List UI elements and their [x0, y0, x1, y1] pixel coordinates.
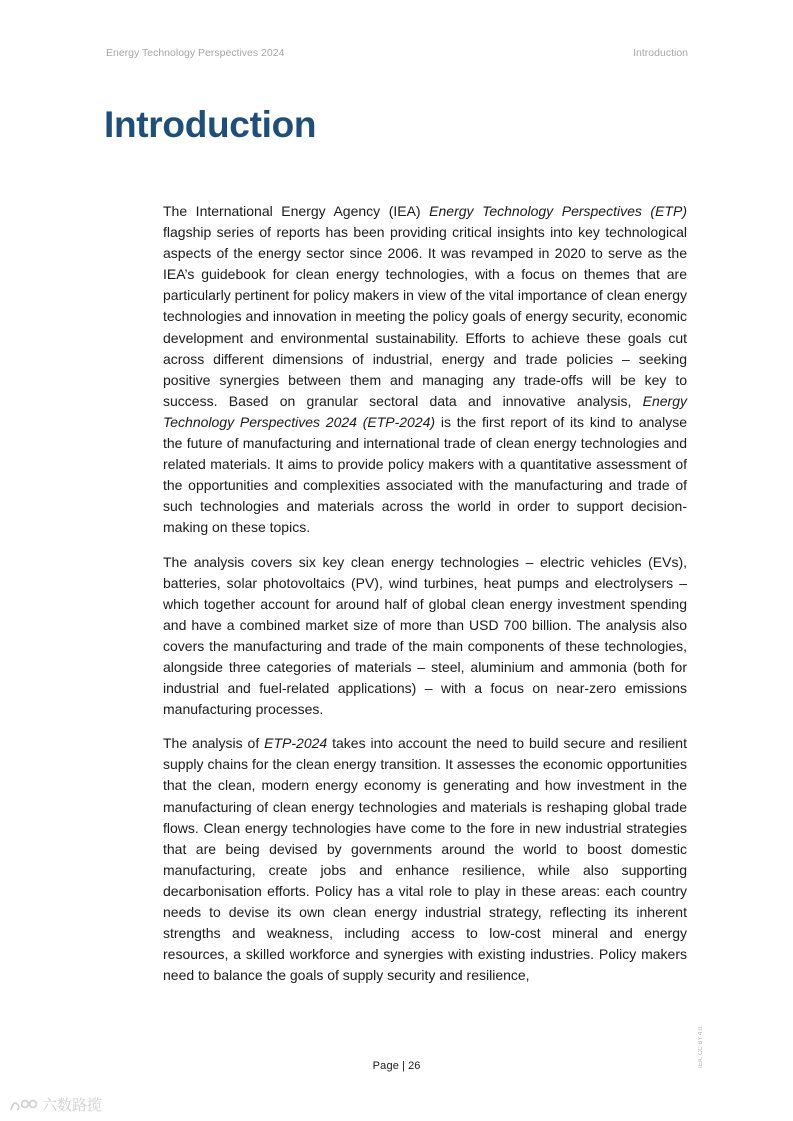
page-footer [0, 1060, 793, 1072]
paragraph-1-italic-a: Energy Technology Perspectives (ETP) [429, 203, 687, 219]
watermark-logo-icon [8, 1097, 38, 1113]
paragraph-1-text-b: flagship series of reports has been providing critical insights into key technological aspects of the energy sector since 2006. It was revamped in 2020 to serve as the IEA’s guidebook for clean energy technologies, with a focus on themes that are particularly pertinent for policy makers in view of the vital importance of clean energy technologies and innovation in meeting the policy goals of energy security, economic development and environmental sustainability. Efforts to achieve these goals cut across different dimensions of industrial, energy and trade policies – seeking positive synergies between them and managing any trade-offs will be key to success. Based on granular sectoral data and innovative analysis, [163, 224, 687, 409]
page-separator: | [399, 1060, 409, 1072]
paragraph-1-text-a: The International Energy Agency (IEA) [163, 203, 430, 219]
page-title: Introduction [104, 104, 317, 145]
paragraph-1 [163, 201, 687, 539]
paragraph-3-italic-a: ETP-2024 [264, 735, 328, 752]
paragraph-3 [163, 733, 687, 986]
license-notice: IEA. CC BY 4.0. [698, 1025, 704, 1068]
paragraph-1-text-c: is the first report of its kind to analyse the future of manufacturing and international trade of clean energy technologies and related materials. It aims to provide policy makers with a quantitative assessment of the opportunities and complexities associated with the manufacturing and trade of such technologies and materials across the world in order to support decision-making on these topics. [163, 413, 687, 536]
page-number: 26 [408, 1060, 421, 1072]
paragraph-2: The analysis covers six key clean energy technologies – electric vehicles (EVs), batteries, solar photovoltaics (PV), wind turbines, heat pumps and electrolysers – which together account for around half of global clean energy investment spending and have a combined market size of more than USD 700 billion. The analysis also covers the manufacturing and trade of the main components of these technologies, alongside three categories of materials – steel, aluminium and ammonia (both for industrial and fuel-related applications) – with a focus on near-zero emissions manufacturing processes. [163, 553, 687, 718]
watermark [8, 1094, 102, 1115]
paragraph-3-text-b: takes into account the need to build secure and resilient supply chains for the clean energy transition. It assesses the economic opportunities that the clean, modern energy economy is generating and how investment in the manufacturing of clean energy technologies and materials is reshaping global trade flows. Clean energy technologies have come to the fore in new industrial strategies that are being devised by governments around the world to boost domestic manufacturing, create jobs and enhance resilience, while also supporting decarbonisation efforts. Policy has a vital role to play in these areas: each country needs to devise its own clean energy industrial strategy, reflecting its inherent strengths and weakness, including access to low-cost mineral and energy resources, a skilled workforce and synergies with existing industries. Policy makers need to balance the goals of supply security and resilience, [163, 735, 687, 984]
paragraph-3-text-a: The analysis of [163, 735, 265, 752]
body-text [163, 201, 687, 999]
header-section-title: Introduction [633, 47, 688, 59]
paragraph-1-italic-b: Energy Technology Perspectives 2024 (ETP-2024) [163, 392, 687, 430]
header-report-title: Energy Technology Perspectives 2024 [106, 47, 285, 59]
watermark-text: 六数路揽 [42, 1097, 103, 1114]
page-label: Page [372, 1060, 400, 1072]
running-header [106, 47, 688, 59]
